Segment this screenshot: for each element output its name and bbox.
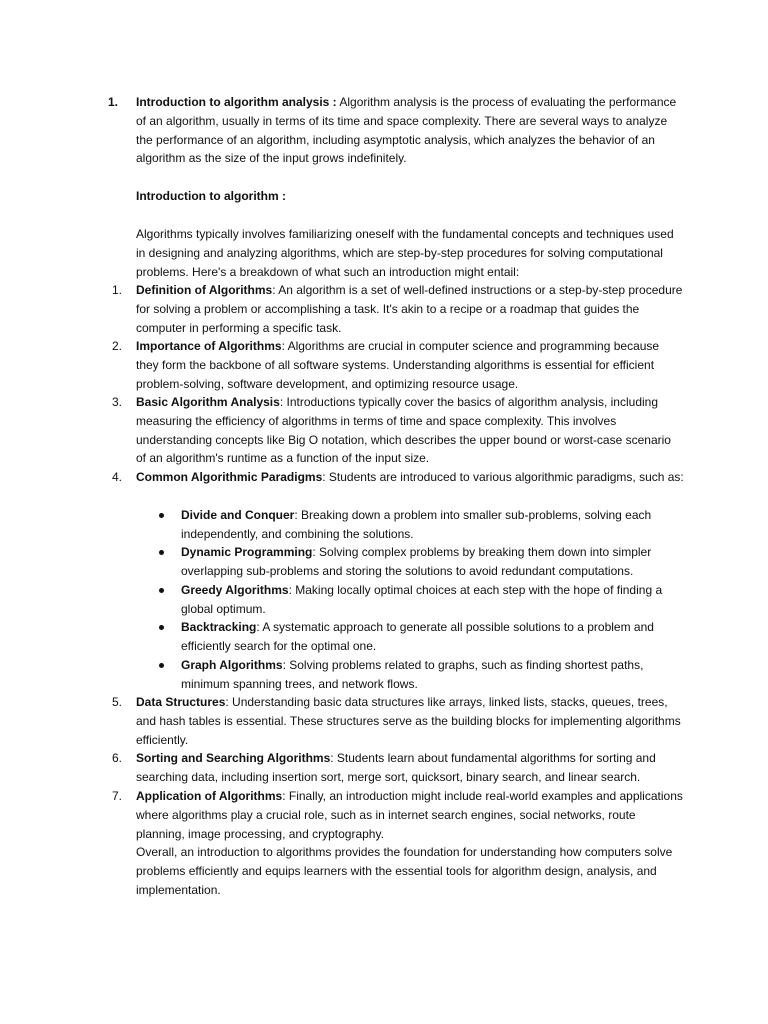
bullet-text: : Solving problems related to graphs, such as finding shortest paths, minimum spanning trees, and network flows. — [181, 658, 644, 691]
bullet-icon — [159, 625, 164, 630]
bullet-text: : Making locally optimal choices at each step with the hope of finding a global optimum. — [181, 583, 663, 616]
conclusion-paragraph: Overall, an introduction to algorithms provides the foundation for understanding how computers solve problems efficiently and equips learners with the essential tools for algorithm design, analysis, and implementation. — [136, 845, 673, 897]
list-item — [112, 468, 684, 487]
list-item-number: 4. — [112, 470, 123, 484]
intro-text: Algorithm analysis is the process of evaluating the performance of an algorithm, usually in terms of its time and space complexity. There are several ways to analyze the performance of an algorithm, including asymptotic analysis, which analyzes the behavior of an algorithm as the size of the input grows indefinitely. — [136, 95, 677, 166]
list-item-number: 6. — [112, 751, 123, 765]
bullet-icon — [159, 663, 164, 668]
bullet-item — [181, 543, 684, 581]
subheading-block — [136, 187, 684, 206]
bullet-icon — [159, 513, 164, 518]
list-item-text: : Introductions typically cover the basics of algorithm analysis, including measuring the efficiency of algorithms in terms of time and space complexity. This involves understanding concepts like Big O notation, which describes the upper bound or worst-case scenario of an algorithm's runtime as a function of the input size. — [136, 395, 671, 466]
list-item-term: Importance of Algorithms — [136, 339, 282, 353]
list-item-number: 7. — [112, 789, 123, 803]
bullet-text: : Solving complex problems by breaking them down into simpler overlapping sub-problems and storing the solutions to avoid redundant computations. — [181, 545, 652, 578]
bullet-text: : Breaking down a problem into smaller sub-problems, solving each independently, and combining the solutions. — [181, 508, 652, 541]
intro-heading: Introduction to algorithm analysis : — [136, 95, 337, 109]
bullet-item — [181, 581, 684, 619]
bullet-term: Dynamic Programming — [181, 545, 313, 559]
lead-paragraph: Algorithms typically involves familiarizing oneself with the fundamental concepts and techniques used in designing and analyzing algorithms, which are step-by-step procedures for solving computational problems. Here's a breakdown of what such an introduction might entail: — [136, 227, 674, 279]
bullet-term: Backtracking — [181, 620, 257, 634]
list-item-text: : Students are introduced to various algorithmic paradigms, such as: — [322, 470, 684, 484]
list-item-term: Basic Algorithm Analysis — [136, 395, 280, 409]
list-item — [112, 393, 684, 468]
intro-paragraph — [108, 93, 684, 168]
list-item — [112, 281, 684, 337]
bullet-item — [181, 506, 684, 544]
bullet-item — [181, 656, 684, 694]
bullet-term: Greedy Algorithms — [181, 583, 289, 597]
list-item — [112, 787, 684, 843]
list-item-text: : An algorithm is a set of well-defined instructions or a step-by-step procedure for solving a problem or accomplishing a task. It's akin to a recipe or a roadmap that guides the computer in performing a specific task. — [136, 283, 683, 335]
list-item-number: 5. — [112, 695, 123, 709]
intro-number: 1. — [108, 95, 119, 109]
list-item-text: : Students learn about fundamental algorithms for sorting and searching data, including insertion sort, merge sort, quicksort, binary search, and linear search. — [136, 751, 656, 784]
bullet-icon — [159, 588, 164, 593]
list-item — [112, 693, 684, 749]
list-item-text: : Understanding basic data structures like arrays, linked lists, stacks, queues, trees, and hash tables is essential. These structures serve as the building blocks for implementing algorithms efficiently. — [136, 695, 681, 747]
list-item — [112, 337, 684, 393]
list-item-text: : Algorithms are crucial in computer science and programming because they form the backbone of all software systems. Understanding algorithms is essential for efficient problem-solving, software development, and optimizing resource usage. — [136, 339, 660, 391]
list-item-term: Data Structures — [136, 695, 226, 709]
bullet-text: : A systematic approach to generate all possible solutions to a problem and efficiently search for the optimal one. — [181, 620, 654, 653]
list-item-number: 1. — [112, 283, 123, 297]
bullet-item — [181, 618, 684, 656]
list-item-number: 3. — [112, 395, 123, 409]
list-item-term: Common Algorithmic Paradigms — [136, 470, 323, 484]
bullet-icon — [159, 550, 164, 555]
bullet-term: Divide and Conquer — [181, 508, 295, 522]
list-item-term: Sorting and Searching Algorithms — [136, 751, 331, 765]
list-item — [112, 749, 684, 787]
bullet-term: Graph Algorithms — [181, 658, 283, 672]
subheading: Introduction to algorithm : — [136, 189, 286, 203]
list-item-text: : Finally, an introduction might include real-world examples and applications where algorithms play a crucial role, such as in internet search engines, social networks, route planning, image processing, and cryptography. — [136, 789, 683, 841]
list-item-number: 2. — [112, 339, 123, 353]
list-item-term: Application of Algorithms — [136, 789, 283, 803]
list-item-term: Definition of Algorithms — [136, 283, 273, 297]
